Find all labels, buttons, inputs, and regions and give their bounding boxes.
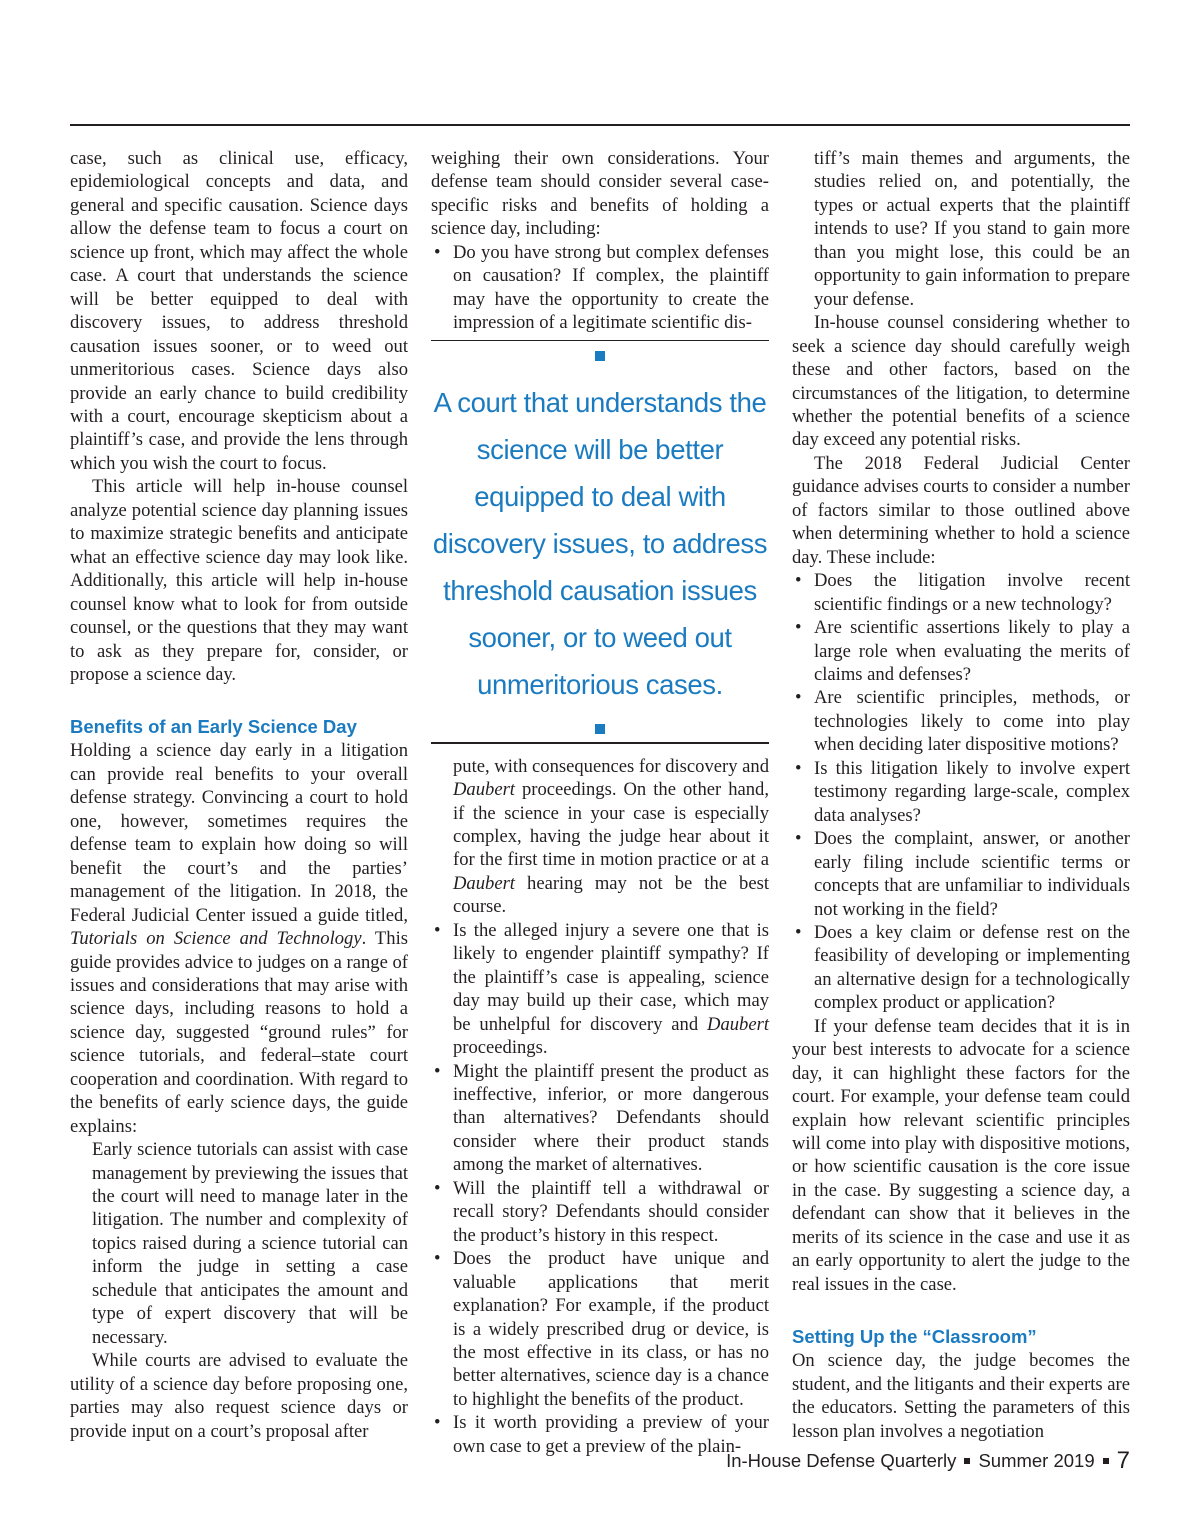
paragraph: case, such as clinical use, efficacy, epidemiological concepts and data, and general and specific causation. Science days allow the defense team to focus a court on science up front, which may affect the whole case. A court that understands the science will be better equipped to deal with discovery issues, to address threshold causation issues sooner, or to weed out unmeritorious cases. Science days also provide an early chance to build credibility with a court, encourage skepticism about a plaintiff’s case, and provide the lens through which you wish the court to focus.	[70, 148, 408, 474]
paragraph: In-house counsel considering whether to seek a science day should carefully weigh these and other factors, based on the circumstances of the litigation, to determine whether the potential benefits of a science day exceed any potential risks.	[792, 312, 1130, 451]
square-separator-icon	[964, 1458, 970, 1464]
pull-quote-text: A court that understands the science will be better equipped to deal with discovery issues, to address threshold causation issues sooner, or to weed out unmeritorious cases.	[432, 387, 768, 701]
list-item: • Is it worth providing a preview of your own case to get a preview of the plain-	[431, 1411, 769, 1458]
list-item: • Are scientific assertions likely to play a large role when evaluating the merits of claims and defenses?	[792, 616, 1130, 686]
column-3	[792, 147, 1130, 1443]
square-ornament-icon	[595, 351, 605, 361]
publication-name: In-House Defense Quarterly	[726, 1450, 957, 1471]
list-item: • Are scientific principles, methods, or technologies likely to come into play when deciding later dispositive motions?	[792, 686, 1130, 756]
top-rule	[70, 124, 1130, 126]
page-number: 7	[1116, 1447, 1130, 1474]
page-footer	[726, 1447, 1130, 1475]
issue-date: Summer 2019	[978, 1450, 1095, 1471]
list-item: • Will the plaintiff tell a withdrawal or recall story? Defendants should consider the product’s history in this respect.	[431, 1177, 769, 1247]
list-item: • Does the litigation involve recent scientific findings or a new technology?	[792, 569, 1130, 616]
paragraph: The 2018 Federal Judicial Center guidance advises courts to consider a number of factors similar to those outlined above when determining whether to hold a science day. These include:	[792, 452, 1130, 568]
paragraph: While courts are advised to evaluate the utility of a science day before proposing one, parties may also request science days or provide input on a court’s proposal after	[70, 1350, 408, 1442]
square-separator-icon	[1103, 1458, 1109, 1464]
list-item: • Might the plaintiff present the product as ineffective, inferior, or more dangerous than alternatives? Defendants should consider where their product stands among the market of alternatives.	[431, 1060, 769, 1177]
section-heading: Benefits of an Early Science Day	[70, 716, 357, 738]
column-1	[70, 147, 408, 1443]
paragraph: weighing their own considerations. Your defense team should consider several case-specific risks and benefits of holding a science day, including:	[431, 148, 769, 240]
paragraph: If your defense team decides that it is in your best interests to advocate for a science day, it can highlight these factors for the court. For example, your defense team could explain how relevant scientific principles will come into play with dispositive motions, or how scientific causation is the core issue in the case. By suggesting a science day, a defendant can show that it believes in the merits of its science in the case and use it as an early opportunity to alert the judge to the real issues in the case.	[792, 1015, 1130, 1295]
list-item: • Does the complaint, answer, or another early filing include scientific terms or concepts that are unfamiliar to individuals not working in the field?	[792, 827, 1130, 921]
guide-title: Tutorials on Science and Technology	[70, 928, 362, 950]
list-item: • Does a key claim or defense rest on the feasibility of developing or implementing an alternative design for a technologically complex product or application?	[792, 921, 1130, 1015]
square-ornament-icon	[595, 724, 605, 734]
paragraph: This article will help in-house counsel analyze potential science day planning issues to maximize strategic benefits and anticipate what an effective science day may look like. Additionally, this article will help in-house counsel know what to look for from outside counsel, or the questions that they may want to ask as they prepare for, consider, or propose a science day.	[70, 476, 408, 685]
list-item-continued: pute, with consequences for discovery and Daubert proceedings. On the other hand, if the science in your case is especially complex, having the judge hear about it for the first time in motion practice or at a Daubert hearing may not be the best course.	[453, 755, 769, 918]
paragraph: Holding a science day early in a litigation can provide real benefits to your overall defense strategy. Convincing a court to hold one, however, sometimes requires the defense team to explain how doing so will benefit the court’s and the parties’ management of the litigation. In 2018, the Federal Judicial Center issued a guide titled, Tutorials on Science and Technology. This guide provides advice to judges on a range of issues and considerations that may arise with science days, including reasons to hold a science day, suggested “ground rules” for science tutorials, and federal–state court cooperation and coordination. With regard to the benefits of early science days, the guide explains:	[70, 740, 408, 1137]
risk-list	[431, 241, 769, 335]
list-item: • Does the product have unique and valuable applications that merit explanation? For example, if the product is a widely prescribed drug or device, is the most effective in its class, or has no better alternatives, science day is a chance to highlight the benefits of the product.	[431, 1247, 769, 1411]
factor-list	[792, 569, 1130, 1015]
column-2	[431, 147, 769, 1458]
list-item: • Is this litigation likely to involve expert testimony regarding large-scale, complex data analyses?	[792, 757, 1130, 827]
paragraph: On science day, the judge becomes the student, and the litigants and their experts are the educators. Setting the parameters of this lesson plan involves a negotiation	[792, 1350, 1130, 1442]
pull-quote	[431, 340, 769, 744]
pull-quote-rule	[431, 340, 769, 342]
risk-list-continued	[431, 755, 769, 1459]
list-item: • Do you have strong but complex defenses on causation? If complex, the plaintiff may have the opportunity to create the impression of a legitimate scientific dis-	[431, 241, 769, 335]
section-heading: Setting Up the “Classroom”	[792, 1326, 1037, 1348]
list-item: • Is the alleged injury a severe one that is likely to engender plaintiff sympathy? If the plaintiff’s case is appealing, science day may build up their case, which may be unhelpful for discovery and Daubert proceedings.	[431, 919, 769, 1060]
pull-quote-rule	[431, 742, 769, 744]
list-item-continued: tiff’s main themes and arguments, the studies relied on, and potentially, the types or actual experts that the plaintiff intends to use? If you stand to gain more than you might lose, this could be an opportunity to gain information to prepare your defense.	[814, 148, 1130, 310]
block-quote: Early science tutorials can assist with case management by previewing the issues that the court will need to manage later in the litigation. The number and complexity of topics raised during a science tutorial can inform the judge in setting a case schedule that anticipates the amount and type of expert discovery that will be necessary.	[92, 1139, 408, 1348]
